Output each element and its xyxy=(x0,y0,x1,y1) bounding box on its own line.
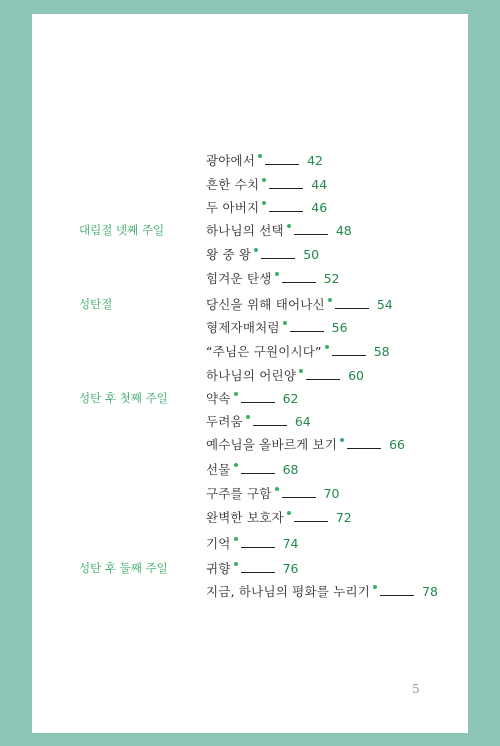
entry-page-number: 64 xyxy=(294,413,311,429)
bullet-dot-icon xyxy=(287,511,291,515)
toc-entry[interactable] xyxy=(206,174,327,194)
bullet-dot-icon xyxy=(275,272,279,276)
entry-page-number: 72 xyxy=(335,509,352,525)
toc-entry[interactable] xyxy=(206,317,348,337)
leader-line xyxy=(269,211,303,212)
leader-line xyxy=(335,308,369,309)
entry-page-number: 44 xyxy=(311,176,328,192)
bullet-dot-icon xyxy=(262,201,266,205)
section-advent-fourth-sunday: 대림절 넷째 주일 xyxy=(79,223,165,237)
leader-line xyxy=(261,258,295,259)
leader-line xyxy=(290,331,324,332)
entry-title: 기억 xyxy=(206,536,231,551)
leader-line xyxy=(241,547,275,548)
entry-page-number: 54 xyxy=(376,296,393,312)
toc-entry[interactable] xyxy=(206,581,438,601)
bullet-dot-icon xyxy=(340,438,344,442)
entry-page-number: 48 xyxy=(335,222,352,238)
bullet-dot-icon xyxy=(328,298,332,302)
entry-page-number: 66 xyxy=(389,436,406,452)
toc-entry[interactable] xyxy=(206,533,298,553)
toc-entry[interactable] xyxy=(206,220,352,240)
entry-page-number: 58 xyxy=(373,343,390,359)
toc-entry[interactable] xyxy=(206,483,339,503)
bullet-dot-icon xyxy=(299,369,303,373)
bullet-dot-icon xyxy=(287,224,291,228)
leader-line xyxy=(380,595,414,596)
entry-page-number: 76 xyxy=(282,560,299,576)
leader-line xyxy=(347,448,381,449)
entry-page-number: 60 xyxy=(348,367,365,383)
bullet-dot-icon xyxy=(283,321,287,325)
toc-entry[interactable] xyxy=(206,268,339,288)
leader-line xyxy=(282,282,316,283)
entry-page-number: 42 xyxy=(307,152,324,168)
leader-line xyxy=(282,497,316,498)
bullet-dot-icon xyxy=(234,463,238,467)
bullet-dot-icon xyxy=(325,345,329,349)
leader-line xyxy=(253,425,287,426)
bullet-dot-icon xyxy=(234,392,238,396)
entry-title: 당신을 위해 태어나신 xyxy=(206,297,325,312)
leader-line xyxy=(306,379,340,380)
entry-page-number: 74 xyxy=(282,535,299,551)
toc-entry[interactable] xyxy=(206,341,390,361)
entry-page-number: 46 xyxy=(311,199,328,215)
entry-page-number: 56 xyxy=(331,319,348,335)
entry-title: 하나님의 선택 xyxy=(206,223,284,238)
bullet-dot-icon xyxy=(373,585,377,589)
leader-line xyxy=(241,572,275,573)
bullet-dot-icon xyxy=(254,248,258,252)
toc-entry[interactable] xyxy=(206,434,405,454)
entry-title: 형제자매처럼 xyxy=(206,320,280,335)
bullet-dot-icon xyxy=(234,562,238,566)
entry-title: 광야에서 xyxy=(206,153,256,168)
toc-entry[interactable] xyxy=(206,507,352,527)
toc-entry[interactable] xyxy=(206,294,393,314)
leader-line xyxy=(332,355,366,356)
toc-entry[interactable] xyxy=(206,459,298,479)
entry-title: 힘겨운 탄생 xyxy=(206,271,272,286)
section-first-sunday-after-christmas: 성탄 후 첫째 주일 xyxy=(79,391,168,405)
toc-entry[interactable] xyxy=(206,411,311,431)
page-number: 5 xyxy=(412,682,420,696)
leader-line xyxy=(241,473,275,474)
toc-entry[interactable] xyxy=(206,150,323,170)
bullet-dot-icon xyxy=(234,537,238,541)
entry-title: 약속 xyxy=(206,391,231,406)
entry-page-number: 70 xyxy=(323,485,340,501)
entry-title: 왕 중 왕 xyxy=(206,247,252,262)
toc-entry[interactable] xyxy=(206,365,364,385)
bullet-dot-icon xyxy=(275,487,279,491)
entry-title: 완벽한 보호자 xyxy=(206,510,284,525)
toc-entry[interactable] xyxy=(206,244,319,264)
entry-page-number: 52 xyxy=(323,270,340,286)
leader-line xyxy=(294,234,328,235)
toc-entry[interactable] xyxy=(206,558,298,578)
entry-title: 하나님의 어린양 xyxy=(206,368,297,383)
entry-title: “주님은 구원이시다” xyxy=(206,344,322,359)
leader-line xyxy=(294,521,328,522)
entry-page-number: 68 xyxy=(282,461,299,477)
leader-line xyxy=(269,188,303,189)
section-second-sunday-after-christmas: 성탄 후 둘째 주일 xyxy=(79,561,168,575)
table-of-contents xyxy=(32,14,468,733)
entry-title: 선물 xyxy=(206,462,231,477)
entry-title: 지금, 하나님의 평화를 누리기 xyxy=(206,584,370,599)
section-christmas: 성탄절 xyxy=(79,297,113,311)
entry-page-number: 62 xyxy=(282,390,299,406)
entry-page-number: 78 xyxy=(422,583,438,599)
entry-title: 흔한 수치 xyxy=(206,177,260,192)
entry-title: 예수님을 올바르게 보기 xyxy=(206,437,338,452)
entry-title: 구주를 구함 xyxy=(206,486,272,501)
entry-title: 귀향 xyxy=(206,561,231,576)
toc-entry[interactable] xyxy=(206,388,298,408)
entry-title: 두려움 xyxy=(206,414,243,429)
toc-entry[interactable] xyxy=(206,197,327,217)
leader-line xyxy=(265,164,299,165)
bullet-dot-icon xyxy=(262,178,266,182)
entry-title: 두 아버지 xyxy=(206,200,260,215)
bullet-dot-icon xyxy=(246,415,250,419)
leader-line xyxy=(241,402,275,403)
book-page xyxy=(32,14,468,733)
bullet-dot-icon xyxy=(258,154,262,158)
entry-page-number: 50 xyxy=(303,246,320,262)
